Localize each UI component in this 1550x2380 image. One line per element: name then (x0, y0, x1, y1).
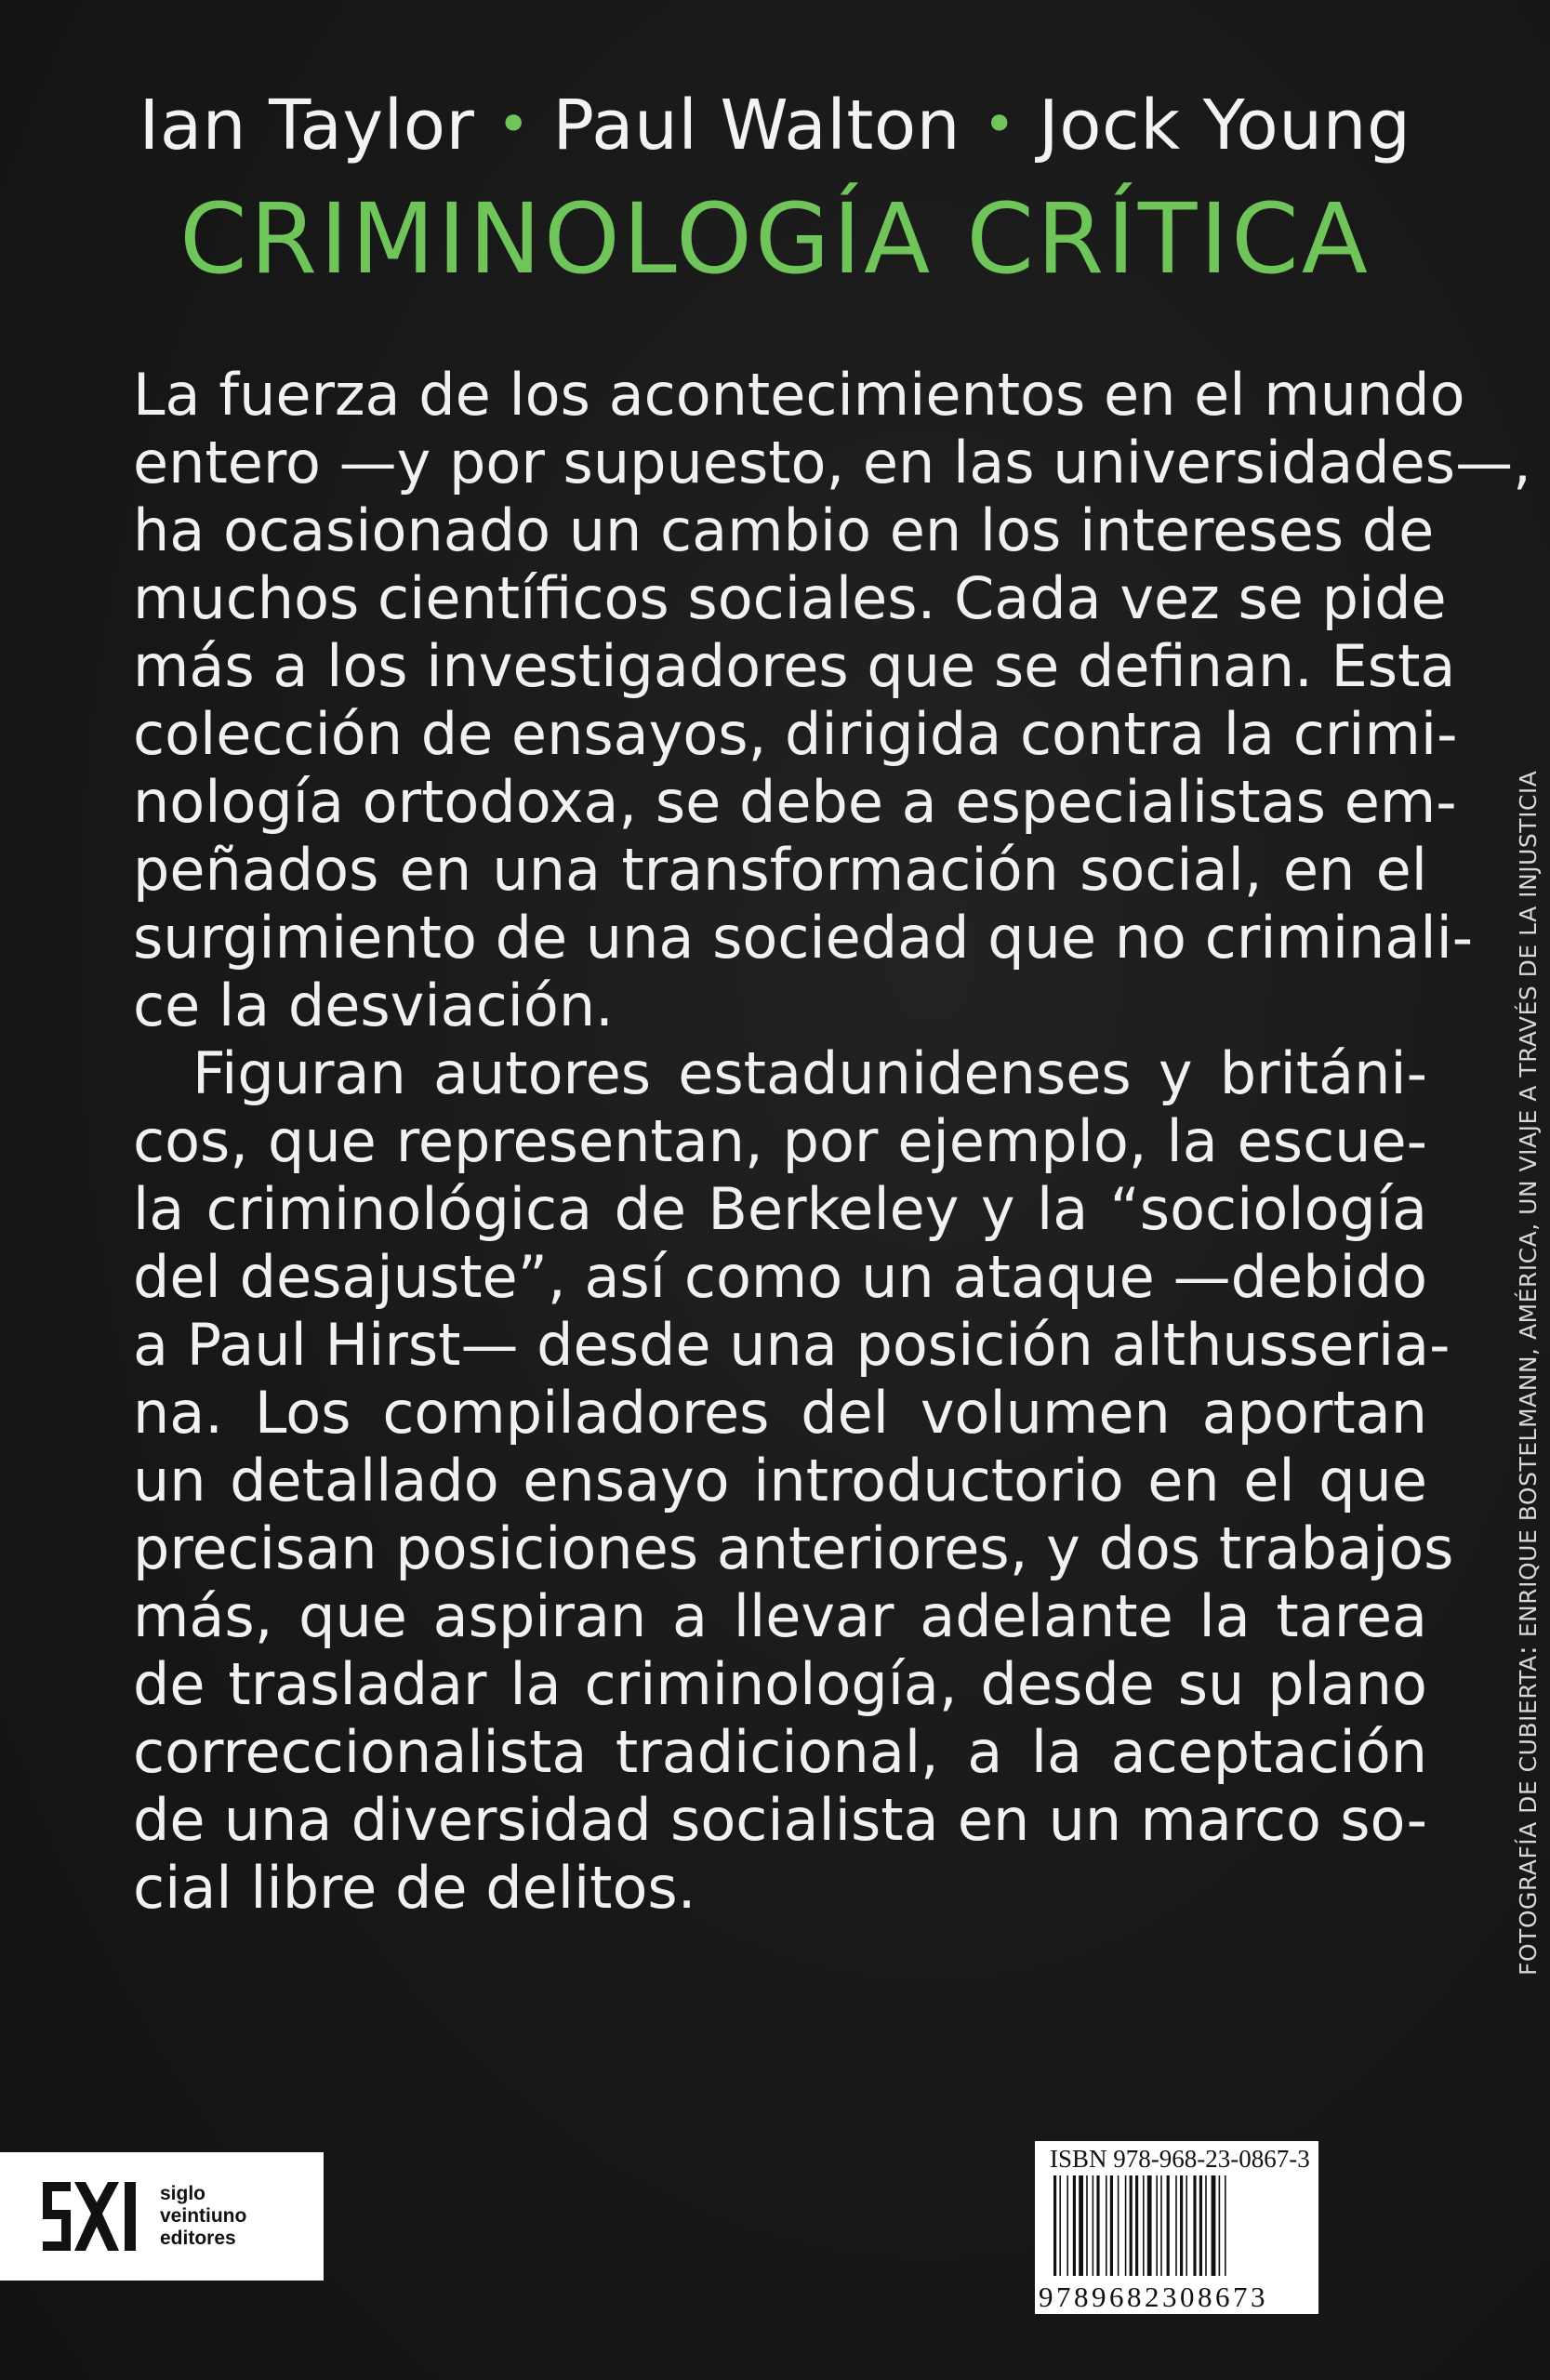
publisher-name-line: editores (160, 2228, 236, 2249)
publisher-name-line: siglo (160, 2183, 206, 2204)
ean-digits: 9789682308673 (1039, 2281, 1268, 2313)
author-separator-dot: • (983, 92, 1016, 157)
blurb-line: muchos científicos sociales. Cada vez se pide (133, 564, 1447, 632)
blurb-line: más, que aspiran a llevar adelante la tarea (133, 1582, 1427, 1650)
blurb-line: na. Los compiladores del volumen aportan (133, 1379, 1427, 1447)
blurb-line: de trasladar la criminología, desde su plano (133, 1650, 1427, 1718)
isbn-number: ISBN 978-968-23-0867-3 (1050, 2145, 1310, 2173)
blurb-line: colección de ensayos, dirigida contra la crimi- (133, 700, 1458, 768)
blurb-line: entero —y por supuesto, en las universidades—, (133, 429, 1531, 496)
photo-credit-label: FOTOGRAFÍA DE CUBIERTA (1515, 1655, 1542, 1976)
publisher-name-line: veintiuno (160, 2205, 247, 2227)
blurb-line: Figuran autores estadunidenses y británi- (192, 1039, 1427, 1107)
blurb-line: un detallado ensayo introductorio en el que (133, 1447, 1427, 1514)
blurb-line: surgimiento de una sociedad que no criminali- (133, 904, 1474, 972)
photo-credit-separator: : (1511, 1645, 1543, 1656)
blurb-line: a Paul Hirst— desde una posición althusseria- (133, 1311, 1451, 1379)
author-name: Jock Young (1038, 86, 1411, 165)
blurb-line: más a los investigadores que se definan. Esta (133, 632, 1456, 700)
blurb-line: cos, que representan, por ejemplo, la escue- (133, 1107, 1427, 1175)
blurb-line: ce la desviación. (133, 972, 614, 1039)
barcode-label (1035, 2141, 1318, 2314)
publisher-logo (0, 2152, 324, 2281)
blurb-line: La fuerza de los acontecimientos en el mundo (133, 361, 1465, 429)
author-separator-dot: • (497, 92, 531, 157)
blurb-line: de una diversidad socialista en un marco so- (133, 1786, 1427, 1854)
author-name: Ian Taylor (139, 86, 475, 165)
book-title: CRIMINOLOGÍA CRÍTICA (179, 182, 1371, 296)
photo-credit-text: ENRIQUE BOSTELMANN, AMÉRICA, UN VIAJE A TRAVÉS DE LA INJUSTICIA (1515, 770, 1542, 1638)
blurb-line: correccionalista tradicional, a la aceptación (133, 1718, 1427, 1786)
blurb-line: la criminológica de Berkeley y la “sociología (133, 1175, 1427, 1243)
blurb-line: peñados en una transformación social, en el (133, 836, 1427, 904)
blurb-line: ha ocasionado un cambio en los intereses de (133, 496, 1435, 564)
authors-line (0, 86, 1550, 165)
photo-credit (1511, 771, 1543, 1976)
author-name: Paul Walton (552, 86, 961, 165)
blurb-line: del desajuste”, así como un ataque —debido (133, 1243, 1427, 1311)
blurb-line: nología ortodoxa, se debe a especialistas em- (133, 768, 1457, 836)
publisher-name (160, 2183, 246, 2250)
blurb-line: cial libre de delitos. (133, 1854, 696, 1922)
blurb-line: precisan posiciones anteriores, y dos trabajos (133, 1514, 1454, 1582)
barcode-icon (1052, 2175, 1303, 2276)
sxxi-logo-icon (39, 2175, 141, 2258)
